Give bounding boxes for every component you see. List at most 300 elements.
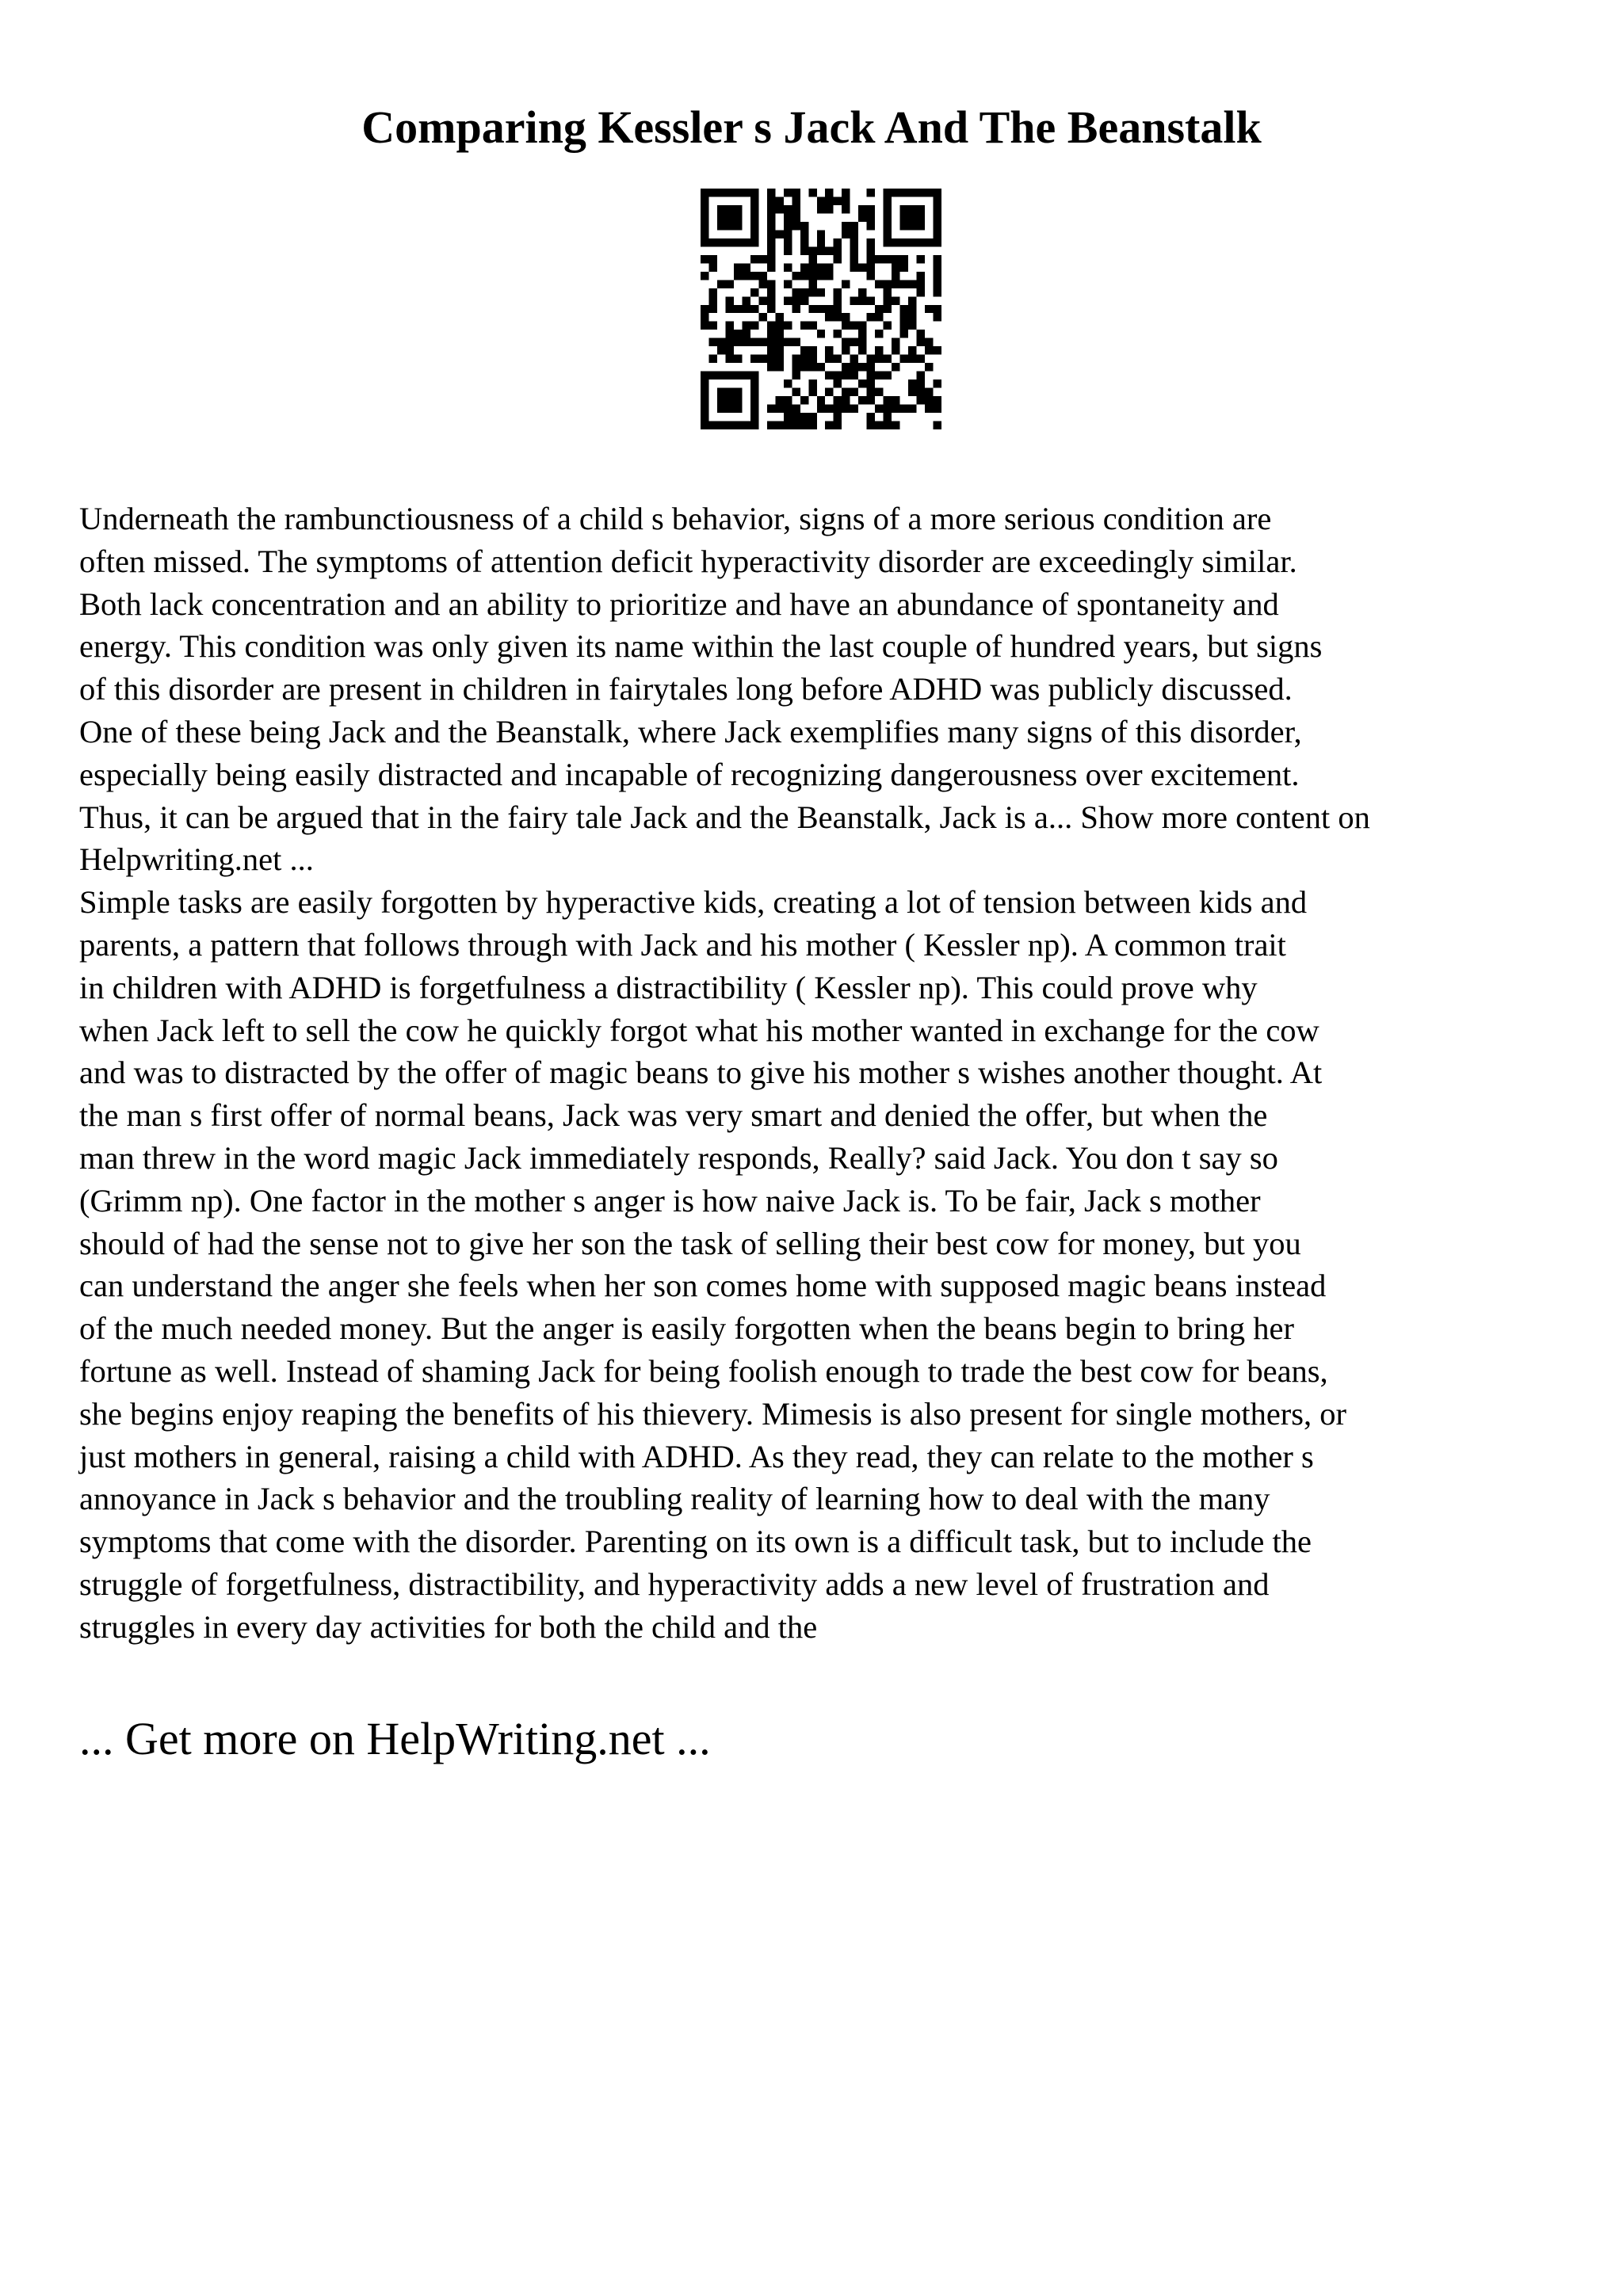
qr-module [875,280,883,288]
qr-module [867,355,875,363]
qr-module [792,338,800,346]
qr-module [701,388,708,396]
qr-module [708,355,716,363]
qr-module [908,222,916,230]
qr-module [858,346,866,354]
qr-module [717,338,725,346]
qr-module [925,189,933,196]
qr-module [884,222,892,230]
qr-module [808,288,816,296]
qr-module [758,355,766,363]
qr-module [850,363,858,371]
qr-module [767,263,775,271]
qr-module [775,338,783,346]
qr-module [725,346,733,354]
qr-module [808,272,816,280]
qr-module [750,396,758,404]
qr-module [784,263,792,271]
qr-module [784,405,792,413]
qr-module [725,338,733,346]
qr-module [701,313,708,321]
qr-module [717,205,725,213]
qr-module [717,388,725,396]
qr-module [734,372,742,379]
qr-module [934,230,941,238]
qr-module [701,196,708,204]
qr-module [717,189,725,196]
qr-module [817,396,825,404]
qr-module [884,396,892,404]
qr-module [842,230,850,238]
qr-module [750,388,758,396]
qr-module [775,363,783,371]
qr-module [825,263,833,271]
qr-module [792,196,800,204]
qr-module [934,272,941,280]
qr-module [775,230,783,238]
qr-module [725,222,733,230]
qr-module [900,189,908,196]
qr-module [784,280,792,288]
qr-module [884,322,892,330]
qr-module [850,230,858,238]
qr-module [784,222,792,230]
qr-module [717,372,725,379]
qr-module [884,296,892,304]
qr-module [867,263,875,271]
qr-module [842,322,850,330]
qr-module [875,355,883,363]
qr-module [867,189,875,196]
text-line: Both lack concentration and an ability to prioritize and have an abundance of spontaneity and [79,585,1279,622]
qr-module [701,379,708,387]
qr-module [767,222,775,230]
qr-module [875,346,883,354]
qr-module [767,296,775,304]
qr-module [800,421,808,429]
qr-module [750,238,758,246]
qr-module [800,355,808,363]
qr-module [775,355,783,363]
qr-module [800,396,808,404]
qr-module [925,405,933,413]
qr-module [767,205,775,213]
qr-module [850,405,858,413]
qr-module [900,405,908,413]
text-line: just mothers in general, raising a child with ADHD. As they read, they can relate to the mother s [79,1438,1314,1474]
qr-module [850,322,858,330]
text-line: of this disorder are present in children in fairytales long before ADHD was publicly discussed. [79,671,1293,707]
qr-module [917,355,925,363]
qr-module [800,346,808,354]
qr-module [875,421,883,429]
qr-module [858,396,866,404]
qr-module [884,196,892,204]
qr-module [825,313,833,321]
qr-module [850,296,858,304]
qr-module [908,238,916,246]
qr-module [784,230,792,238]
qr-module [892,338,899,346]
qr-module [875,405,883,413]
qr-module [767,355,775,363]
qr-module [725,421,733,429]
qr-module [817,205,825,213]
qr-module [842,222,850,230]
qr-module [792,413,800,421]
qr-module [750,189,758,196]
qr-module [701,189,708,196]
text-line: Simple tasks are easily forgotten by hyperactive kids, creating a lot of tension between kids and [79,884,1308,921]
qr-module [792,205,800,213]
qr-module [734,388,742,396]
qr-module [725,205,733,213]
qr-module [825,355,833,363]
qr-module [867,296,875,304]
qr-module [792,405,800,413]
qr-module [825,346,833,354]
qr-module [825,246,833,254]
qr-module [867,396,875,404]
qr-module [742,189,750,196]
qr-module [858,330,866,338]
qr-module [742,338,750,346]
text-line: in children with ADHD is forgetfulness a distractibility ( Kessler np). This could prove why [79,969,1258,1005]
text-line: energy. This condition was only given its name within the last couple of hundred years, but signs [79,628,1323,665]
qr-module [925,388,933,396]
qr-module [834,372,842,379]
qr-module [834,396,842,404]
qr-module [934,405,941,413]
qr-module [775,313,783,321]
qr-module [817,238,825,246]
qr-module [908,346,916,354]
qr-module [792,305,800,313]
qr-module [834,413,842,421]
qr-module [858,205,866,213]
qr-module [817,363,825,371]
qr-module [750,288,758,296]
qr-module [884,205,892,213]
qr-module [767,196,775,204]
qr-module [725,280,733,288]
qr-module [808,189,816,196]
qr-module [750,421,758,429]
qr-module [834,421,842,429]
qr-module [817,405,825,413]
qr-module [708,255,716,263]
qr-module [867,313,875,321]
qr-module [808,355,816,363]
qr-module [742,296,750,304]
qr-module [875,372,883,379]
qr-module [867,213,875,221]
qr-module [834,288,842,296]
qr-module [767,322,775,330]
qr-module [934,222,941,230]
text-line: can understand the anger she feels when her son comes home with supposed magic beans instead [79,1268,1327,1304]
qr-module [750,272,758,280]
qr-module [884,238,892,246]
qr-module [867,372,875,379]
qr-module [725,189,733,196]
qr-module [800,413,808,421]
paragraph-1 [79,498,1585,881]
qr-module [734,396,742,404]
text-line: should of had the sense not to give her son the task of selling their best cow for money, but you [79,1225,1301,1261]
qr-module [708,189,716,196]
text-line: struggles in every day activities for both the child and the [79,1608,818,1645]
qr-module [784,396,792,404]
qr-module [917,338,925,346]
qr-module [908,280,916,288]
qr-module [800,230,808,238]
qr-module [708,305,716,313]
qr-module [834,196,842,204]
qr-module [742,238,750,246]
qr-module [767,338,775,346]
qr-module [775,421,783,429]
qr-module [750,413,758,421]
qr-module [884,372,892,379]
qr-module [775,205,783,213]
qr-module [708,288,716,296]
qr-module [742,322,750,330]
text-line: especially being easily distracted and incapable of recognizing dangerousness over excitement. [79,756,1300,792]
qr-module [917,255,925,263]
qr-module [867,246,875,254]
qr-module [742,263,750,271]
text-line: she begins enjoy reaping the benefits of his thievery. Mimesis is also present for single mothers, or [79,1395,1347,1432]
qr-module [834,296,842,304]
qr-module [701,405,708,413]
qr-module [767,330,775,338]
qr-module [734,222,742,230]
qr-module [808,280,816,288]
qr-module [900,305,908,313]
qr-module [934,280,941,288]
qr-module [892,272,899,280]
qr-module [825,189,833,196]
qr-module [934,238,941,246]
qr-module [784,213,792,221]
qr-module [875,388,883,396]
qr-module [842,363,850,371]
qr-module [875,305,883,313]
qr-module [934,288,941,296]
qr-module [750,372,758,379]
qr-module [917,205,925,213]
qr-module [808,346,816,354]
qr-module [875,255,883,263]
qr-module [784,296,792,304]
qr-module [784,338,792,346]
qr-module [742,305,750,313]
qr-module [792,355,800,363]
qr-module [725,396,733,404]
text-line: of the much needed money. But the anger is easily forgotten when the beans begin to bring her [79,1310,1294,1347]
qr-module [808,246,816,254]
qr-module [701,322,708,330]
qr-module [767,238,775,246]
qr-module [884,413,892,421]
qr-module [825,272,833,280]
qr-module [825,205,833,213]
qr-module [800,272,808,280]
qr-module [767,280,775,288]
qr-module [725,355,733,363]
qr-module [858,288,866,296]
qr-module [917,288,925,296]
qr-module [708,263,716,271]
qr-module [892,189,899,196]
qr-module [842,280,850,288]
qr-module [800,288,808,296]
qr-module [817,196,825,204]
qr-module [750,213,758,221]
qr-module [792,272,800,280]
qr-module [767,189,775,196]
qr-module [867,421,875,429]
qr-module [858,379,866,387]
qr-module [925,396,933,404]
qr-module [842,405,850,413]
qr-module [800,363,808,371]
text-line: annoyance in Jack s behavior and the troubling reality of learning how to deal with the many [79,1481,1270,1517]
qr-module [934,263,941,271]
qr-module [767,230,775,238]
text-line: (Grimm np). One factor in the mother s anger is how naive Jack is. To be fair, Jack s mother [79,1182,1261,1219]
qr-module [717,222,725,230]
qr-module [934,305,941,313]
qr-module [900,355,908,363]
qr-module [717,346,725,354]
qr-module [750,322,758,330]
qr-module [808,322,816,330]
qr-module [734,213,742,221]
qr-module [725,213,733,221]
qr-module [767,346,775,354]
qr-module [892,346,899,354]
qr-module [908,205,916,213]
qr-module [900,280,908,288]
page-title: Comparing Kessler s Jack And The Beanstalk [361,101,1262,153]
qr-module [884,189,892,196]
qr-module [734,272,742,280]
qr-module [701,396,708,404]
qr-module [750,255,758,263]
qr-module [750,222,758,230]
qr-module [850,255,858,263]
qr-module [867,413,875,421]
qr-module [834,305,842,313]
qr-module [908,355,916,363]
qr-module [858,213,866,221]
qr-module [800,296,808,304]
qr-module [701,255,708,263]
qr-module [934,255,941,263]
qr-module [825,388,833,396]
qr-module [842,338,850,346]
qr-module [900,330,908,338]
qr-module [792,213,800,221]
qr-module [701,222,708,230]
qr-module [908,405,916,413]
qr-module [750,230,758,238]
qr-module [767,213,775,221]
text-line: often missed. The symptoms of attention deficit hyperactivity disorder are exceedingly similar. [79,543,1297,579]
qr-module [892,363,899,371]
qr-module [875,313,883,321]
text-line: man threw in the word magic Jack immediately responds, Really? said Jack. You don t say so [79,1139,1278,1176]
qr-module [892,238,899,246]
qr-module [717,421,725,429]
qr-module [817,230,825,238]
text-line: when Jack left to sell the cow he quickly forgot what his mother wanted in exchange for the cow [79,1012,1319,1048]
qr-module [775,196,783,204]
qr-module [792,421,800,429]
qr-module [792,189,800,196]
qr-code-icon[interactable] [701,189,941,429]
text-line: and was to distracted by the offer of magic beans to give his mother s wishes another thought. At [79,1055,1323,1091]
qr-module [842,346,850,354]
text-line: symptoms that come with the disorder. Parenting on its own is a difficult task, but to include the [79,1524,1312,1560]
qr-module [817,272,825,280]
qr-module [900,255,908,263]
qr-module [925,346,933,354]
qr-module [934,313,941,321]
qr-module [784,421,792,429]
qr-module [900,263,908,271]
qr-module [742,272,750,280]
qr-module [784,246,792,254]
qr-module [867,379,875,387]
qr-module [892,396,899,404]
qr-module [701,421,708,429]
get-more-link[interactable]: ... Get more on HelpWriting.net ... [79,1713,711,1764]
qr-module [742,330,750,338]
qr-module [900,313,908,321]
qr-module [758,280,766,288]
qr-module [934,396,941,404]
qr-module [934,213,941,221]
qr-module [842,205,850,213]
qr-module [900,213,908,221]
qr-module [884,213,892,221]
qr-module [817,288,825,296]
qr-module [917,280,925,288]
qr-module [734,263,742,271]
qr-module [808,255,816,263]
qr-module [725,305,733,313]
qr-module [917,330,925,338]
qr-module [867,222,875,230]
qr-module [825,196,833,204]
qr-module [734,355,742,363]
qr-module [900,222,908,230]
qr-module [867,255,875,263]
qr-module [884,405,892,413]
qr-module [725,238,733,246]
qr-module [767,288,775,296]
qr-module [892,263,899,271]
qr-module [867,205,875,213]
qr-module [858,338,866,346]
qr-module [925,305,933,313]
qr-module [792,372,800,379]
qr-module [875,330,883,338]
qr-module [725,388,733,396]
